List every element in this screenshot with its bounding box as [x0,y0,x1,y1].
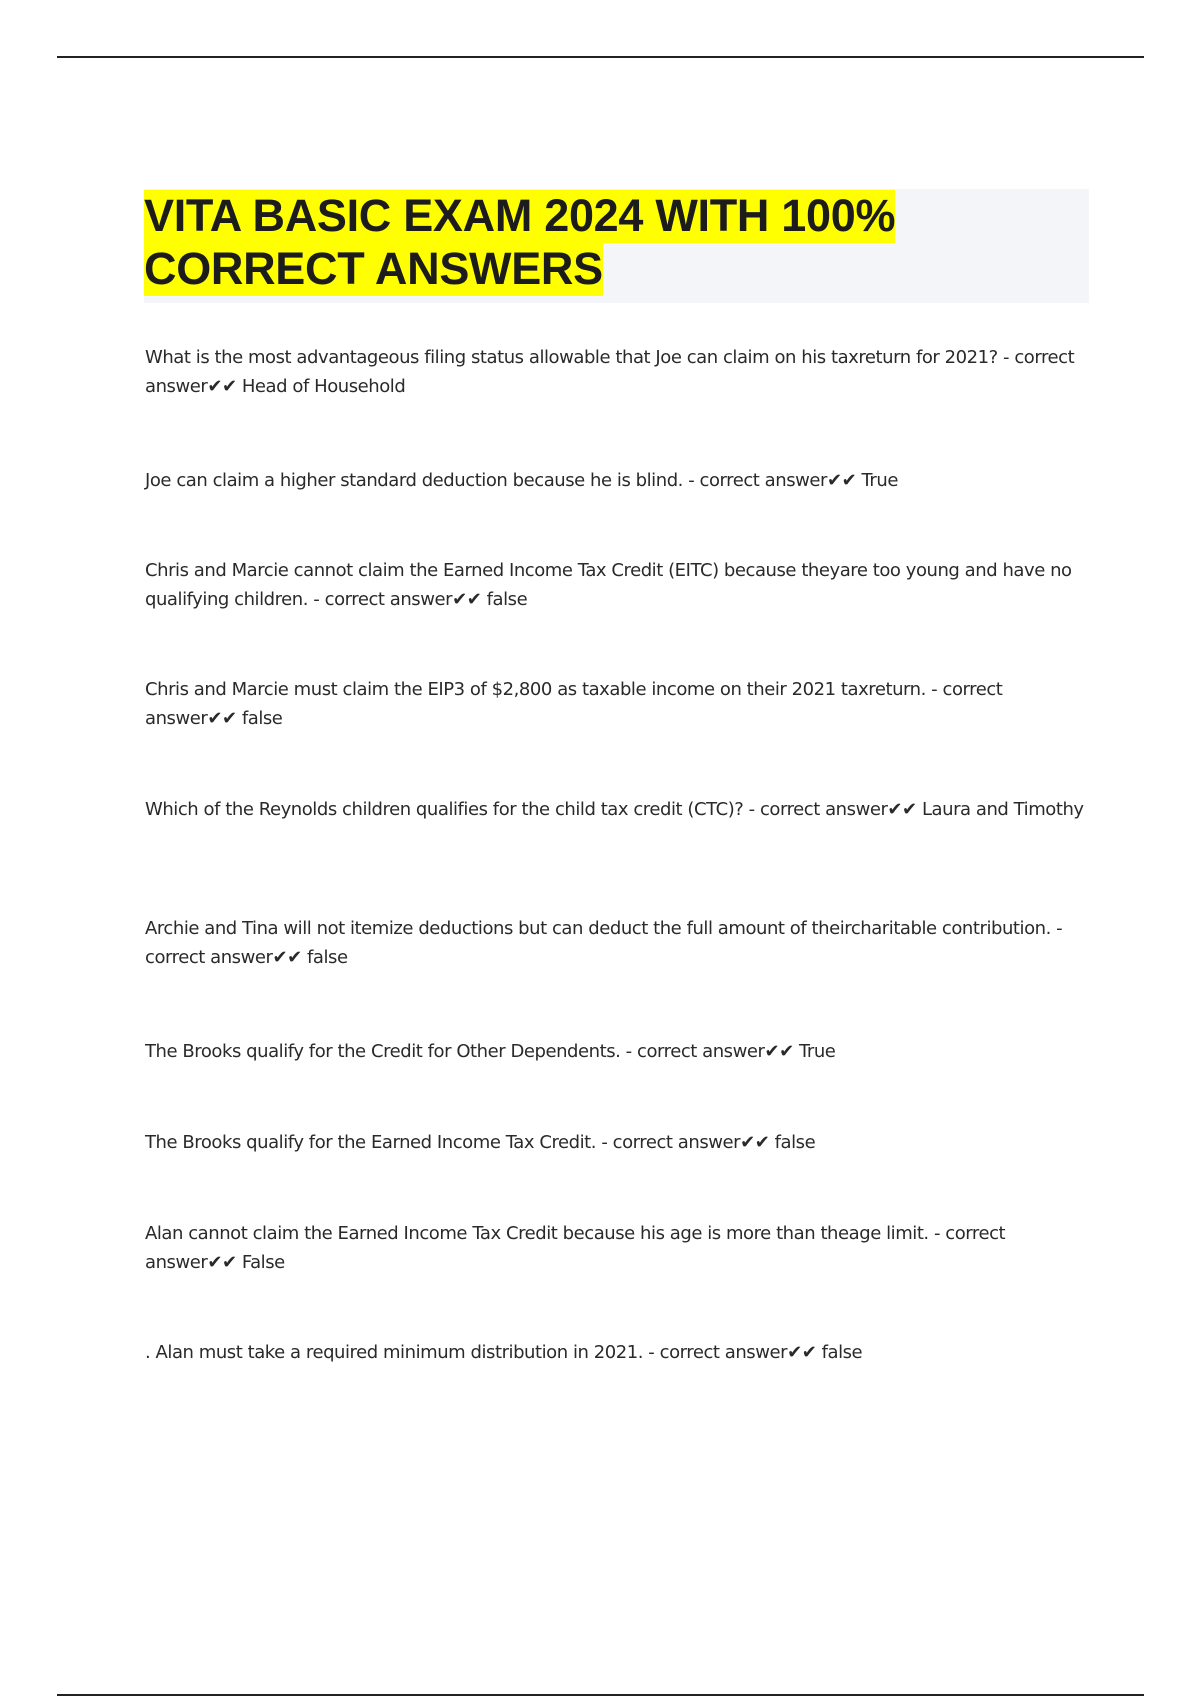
question-item: . Alan must take a required minimum distribution in 2021. - correct answer✔✔ false [145,1342,863,1363]
question-item: Archie and Tina will not itemize deductions but can deduct the full amount of theircharitable contribution. - correct answer✔✔ false [145,918,1063,968]
question-item: The Brooks qualify for the Earned Income Tax Credit. - correct answer✔✔ false [145,1132,816,1153]
question-item: The Brooks qualify for the Credit for Other Dependents. - correct answer✔✔ True [145,1041,836,1062]
bottom-divider [57,1694,1144,1696]
question-item: Which of the Reynolds children qualifies for the child tax credit (CTC)? - correct answer✔✔ Laura and Timothy [145,799,1084,820]
question-item: Chris and Marcie must claim the EIP3 of $2,800 as taxable income on their 2021 taxreturn. - correct answer✔✔ false [145,679,1003,729]
title-block [144,189,1089,303]
title-line-2: CORRECT ANSWERS [144,243,603,294]
question-item: What is the most advantageous filing status allowable that Joe can claim on his taxreturn for 2021? - correct answer✔✔ Head of Household [145,347,1075,397]
question-item: Joe can claim a higher standard deduction because he is blind. - correct answer✔✔ True [145,470,898,491]
question-item: Alan cannot claim the Earned Income Tax Credit because his age is more than theage limit. - correct answer✔✔ False [145,1223,1006,1273]
document-title [144,189,1089,295]
top-divider [57,56,1144,58]
question-item: Chris and Marcie cannot claim the Earned Income Tax Credit (EITC) because theyare too young and have no qualifying children. - correct answer✔✔ false [145,560,1072,610]
title-line-1: VITA BASIC EXAM 2024 WITH 100% [144,190,896,241]
